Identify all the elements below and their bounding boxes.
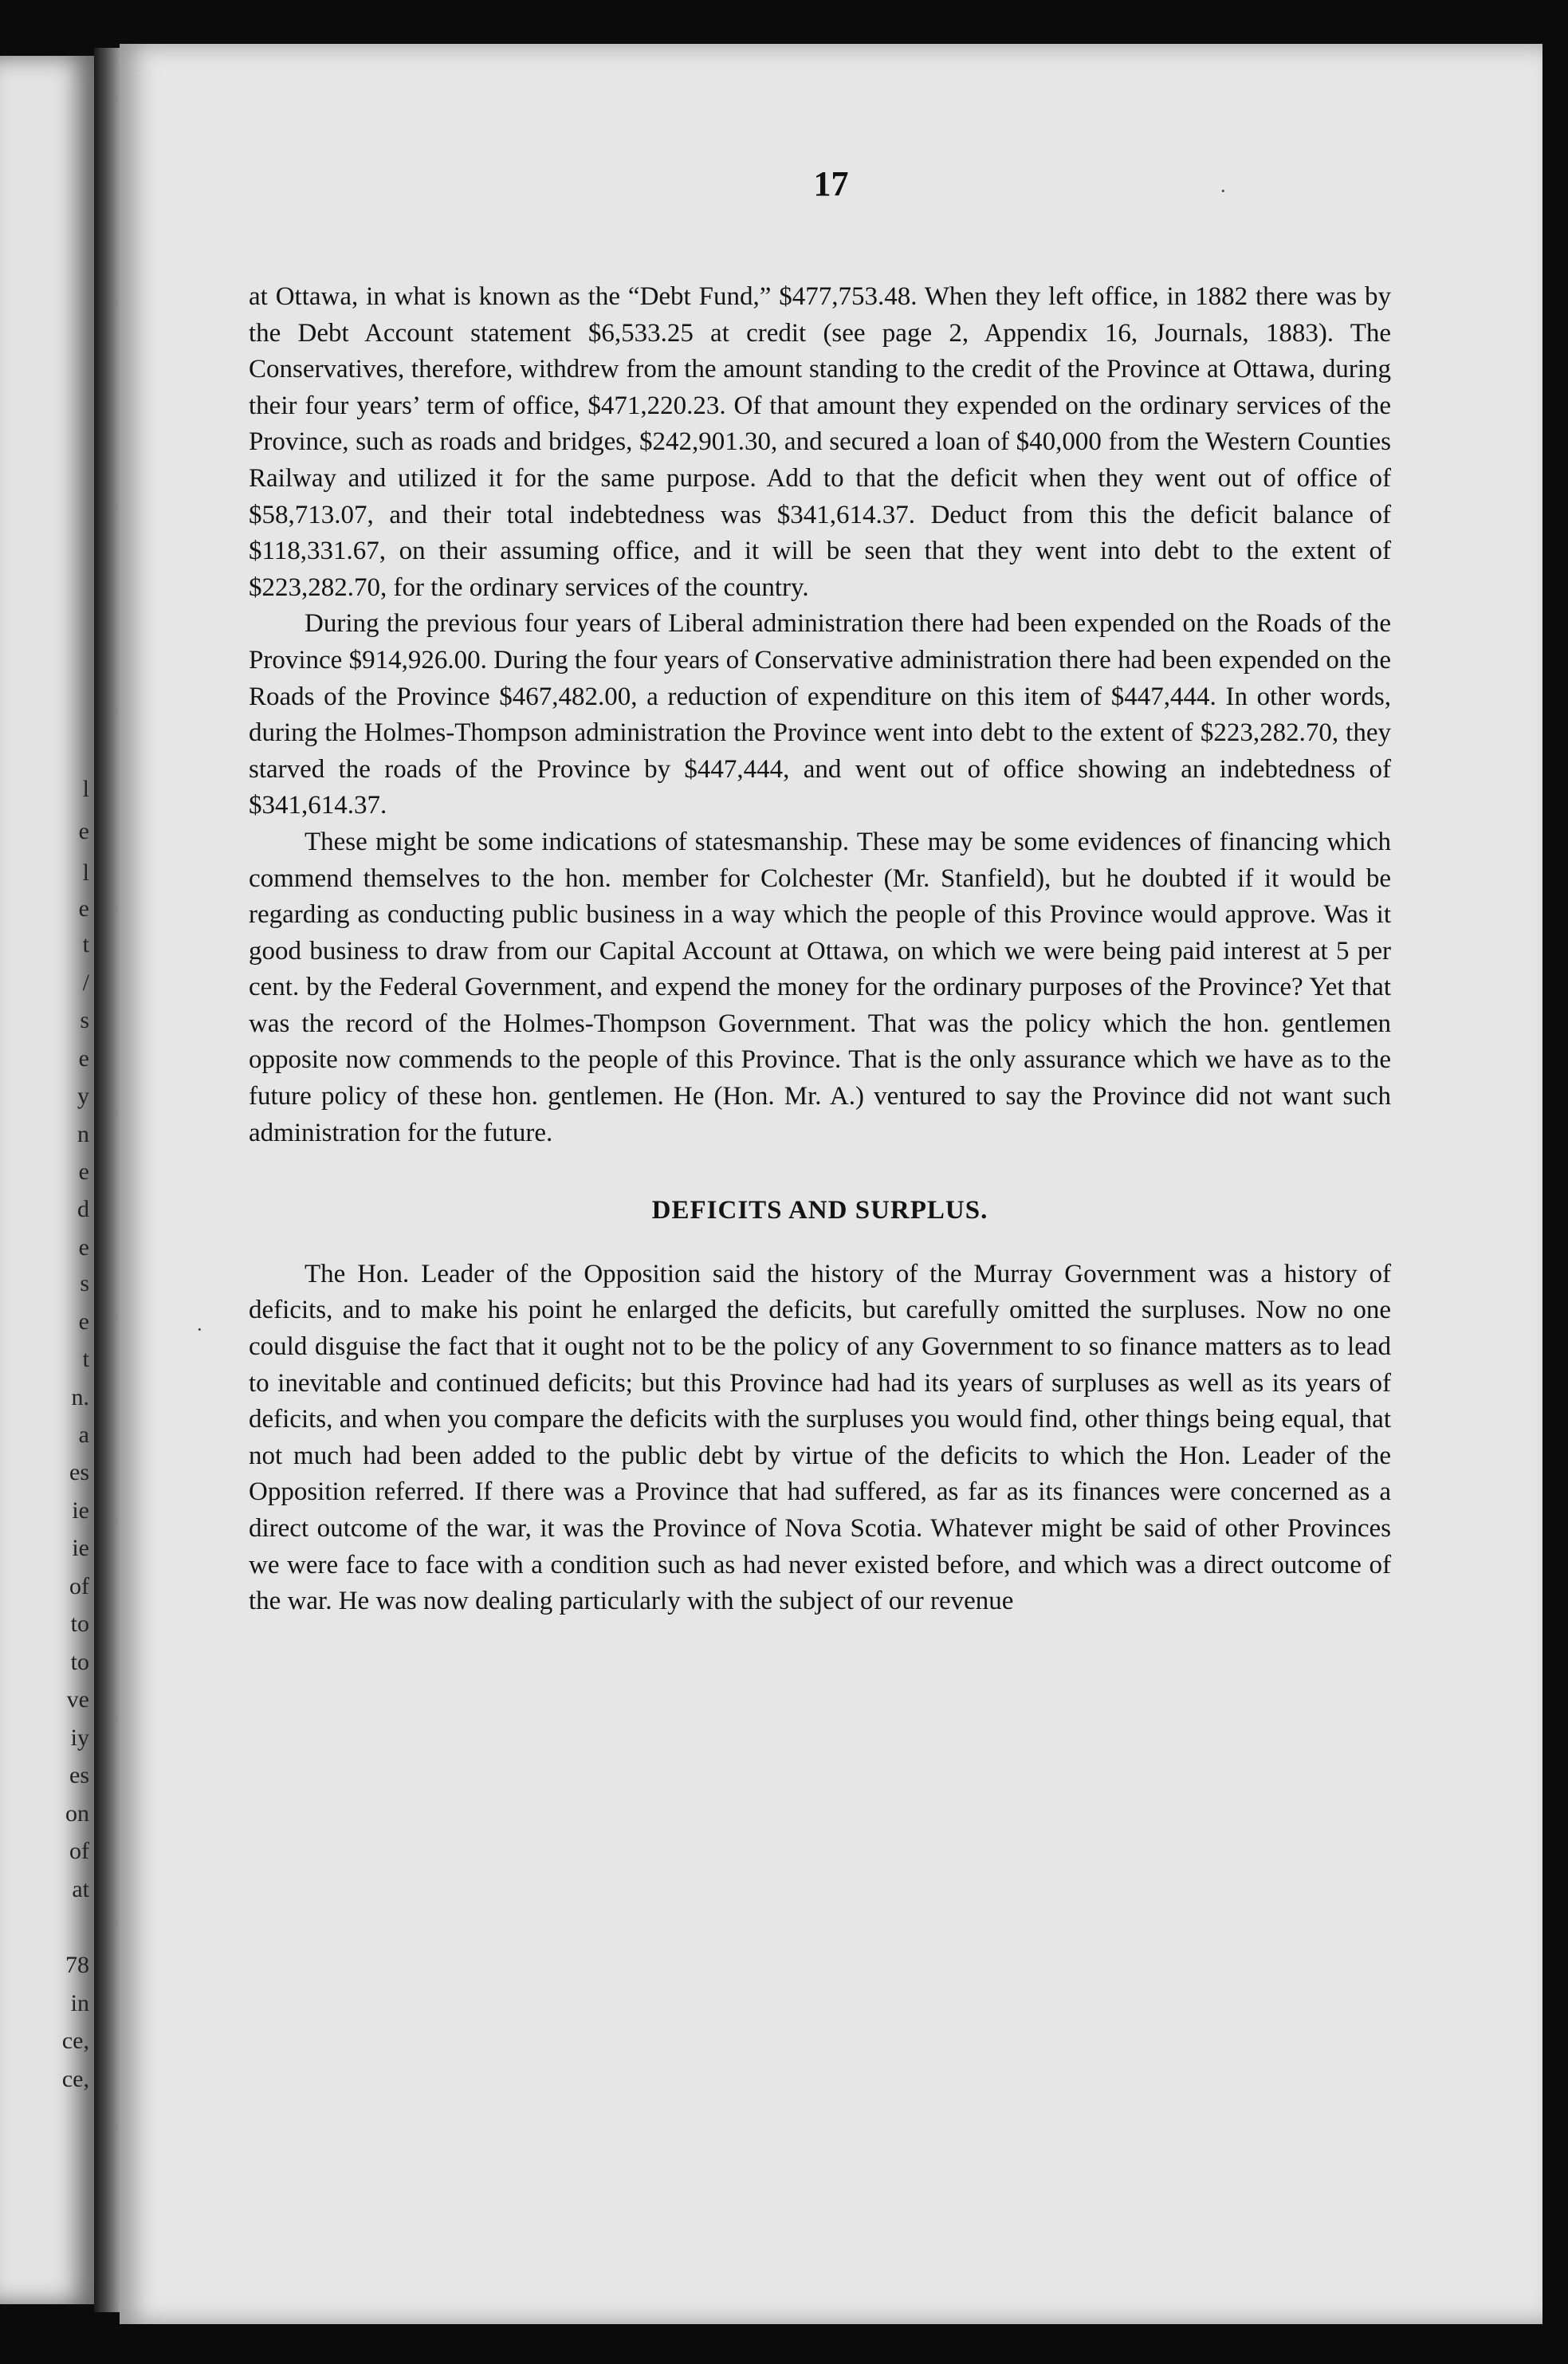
margin-fragment: of [69,1573,89,1599]
margin-fragment: iy [70,1725,89,1751]
margin-fragment: e [78,1045,89,1072]
margin-fragment: e [78,895,89,922]
scan-speck: · [196,1318,203,1341]
margin-fragment: t [82,1346,89,1372]
margin-fragment: e [78,1158,89,1185]
margin-fragment: ie [72,1497,89,1524]
margin-fragment: es [69,1459,89,1485]
book-gutter [94,48,120,2312]
margin-fragment: in [70,1990,89,2016]
margin-fragment: ie [72,1535,89,1561]
margin-fragment: d [77,1196,89,1222]
margin-fragment: n. [71,1384,89,1410]
margin-fragment: t [82,931,89,958]
body-text [249,279,1391,1620]
paragraph: at Ottawa, in what is known as the “Debt Fund,” $477,753.48. When they left office, in 1882 there was by the Debt Account statement $6,533.25 at credit (see page 2, Appendix 16, Journals, 1883). The Conservatives, therefore, withdrew from the amount standing to the credit of the Province at Ottawa, during their four years’ term of office, $471,220.23. Of that amount they expended on the ordinary services of the Province, such as roads and bridges, $242,901.30, and secured a loan of $40,000 from the Western Counties Railway and utilized it for the same purpose. Add to that the deficit when they went out of office of $58,713.07, and their total indebtedness was $341,614.37. Deduct from this the deficit balance of $118,331.67, on their assuming office, and it will be seen that they went into debt to the extent of $223,282.70, for the ordinary services of the country. [249,282,1391,602]
document-page [120,44,1542,2324]
margin-fragment: e [78,1234,89,1261]
margin-fragment: / [82,970,89,996]
margin-fragment: 78 [65,1952,89,1978]
margin-fragment: on [65,1800,89,1827]
margin-fragment: of [69,1838,89,1864]
paragraph: During the previous four years of Liberal administration there had been expended on the Roads of the Province $914,926.00. During the four years of Conservative administration there had been expended on the Roads of the Province $467,482.00, a reduction of expenditure on this item of $447,444. In other words, during the Holmes-Thompson administration the Province went into debt to the extent of $223,282.70, they starved the roads of the Province by $447,444, and went out of office showing an indebtedness of $341,614.37. [249,609,1391,820]
margin-fragment: a [78,1422,89,1448]
margin-fragment: ve [66,1686,89,1713]
margin-fragment: to [70,1611,89,1637]
margin-fragment: e [78,1308,89,1335]
margin-fragment: y [77,1083,89,1109]
margin-fragment: s [80,1007,89,1033]
margin-fragment: es [69,1762,89,1788]
section-heading: DEFICITS AND SURPLUS. [651,1196,988,1225]
page-number: 17 [813,164,849,203]
margin-fragment: l [82,859,89,886]
paragraph: The Hon. Leader of the Opposition said the history of the Murray Government was a history of deficits, and to make his point he enlarged the deficits, but carefully omitted the surpluses. Now no one could disguise the fact that it ought not to be the policy of any Government to so finance matters as to lead to inevitable and continued deficits; but this Province had had its years of surpluses as well as its years of deficits, and when you compare the deficits with the surpluses you would find, other things being equal, that not much had been added to the public debt by virtue of the deficits to which the Hon. Leader of the Opposition referred. If there was a Province that had suffered, as far as its finances were concerned as a direct outcome of the war, it was the Province of Nova Scotia. Whatever might be said of other Provinces we were face to face with a condition such as had never existed before, and which was a direct outcome of the war. He was now dealing particularly with the subject of our revenue [249,1259,1391,1616]
margin-fragment: at [72,1876,89,1902]
margin-fragment: ce, [61,2066,89,2092]
margin-fragment: s [80,1270,89,1296]
margin-fragment: e [78,818,89,844]
margin-fragment: to [70,1649,89,1675]
margin-fragment: n [77,1121,89,1147]
paragraph: These might be some indications of statesmanship. These may be some evidences of financing which commend themselves to the hon. member for Colchester (Mr. Stanfield), but he doubted if it would be regarding as conducting public business in a way which the people of this Province would approve. Was it good business to draw from our Capital Account at Ottawa, on which we were being paid interest at 5 per cent. by the Federal Government, and expend the money for the ordinary purposes of the Province? Yet that was the record of the Holmes-Thompson Government. That was the policy which the hon. gentlemen opposite now commends to the people of this Province. That is the only assurance which we have as to the future policy of these hon. gentlemen. He (Hon. Mr. A.) ventured to say the Province did not want such administration for the future. [249,827,1391,1147]
scan-speck: · [1220,179,1227,203]
margin-fragment: l [82,776,89,802]
facing-page-edge [0,56,99,2304]
margin-fragment: ce, [61,2028,89,2054]
